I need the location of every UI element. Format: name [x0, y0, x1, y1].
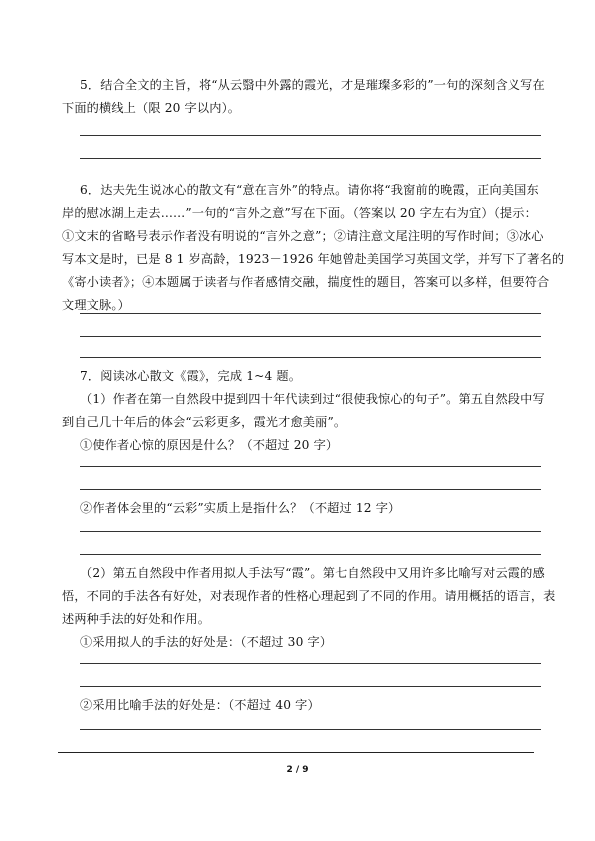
q6-line-6: 文理文脉。）: [62, 298, 130, 312]
q6-answer-line-3: [80, 357, 541, 358]
q7-part1-sub2-answer-line-1: [80, 531, 541, 532]
q7-part1-sub1-answer-line-2: [80, 489, 541, 490]
q7-part1-sub2: ②作者体会里的“云彩”实质上是指什么？（不超过 12 字）: [80, 501, 401, 515]
q6-answer-line-1: [80, 313, 541, 314]
q7-part1-sub1-answer-line-1: [80, 466, 541, 467]
q6-line-4: 写本文是时，已是 8 1 岁高龄，1923－1926 年她曾赴美国学习英国文学，并写下了著名的: [62, 252, 565, 266]
q7-part1-sub2-answer-line-2: [80, 554, 541, 555]
q6-line-1: 6．达夫先生说冰心的散文有“意在言外”的特点。请你将“我窗前的晚霞，正向美国东: [80, 183, 539, 197]
page-number: 2 / 9: [286, 765, 309, 775]
q6-line-5: 《寄小读者》；④本题属于读者与作者感情交融，揣度性的题目，答案可以多样，但要符合: [62, 275, 550, 289]
q7-part1-line-1: （1）作者在第一自然段中提到四十年代读到过“很使我惊心的句子”。第五自然段中写: [80, 392, 545, 406]
q6-line-3: ①文末的省略号表示作者没有明说的“言外之意”；②请注意文尾注明的写作时间；③冰心: [62, 229, 544, 243]
q5-line-2: 下面的横线上（限 20 字以内）。: [62, 101, 241, 115]
q5-answer-line-1: [80, 135, 541, 136]
q7-part1-sub1: ①使作者心惊的原因是什么？（不超过 20 字）: [80, 438, 339, 452]
q7-part2-sub2: ②采用比喻手法的好处是：（不超过 40 字）: [80, 698, 320, 712]
q7-part2-sub1-answer-line-2: [80, 686, 541, 687]
q7-part2-sub1: ①采用拟人的手法的好处是：（不超过 30 字）: [80, 635, 333, 649]
q7-part2-sub1-answer-line-1: [80, 663, 541, 664]
q7-part2-sub2-answer-line-1: [80, 729, 541, 730]
q5-line-1: 5．结合全文的主旨，将“从云翳中外露的霞光，才是璀璨多彩的”一句的深刻含义写在: [80, 78, 545, 92]
q7-part2-line-3: 述两种手法的好处和作用。: [62, 612, 211, 626]
q6-line-2: 岸的慰冰湖上走去……”一句的“言外之意”写在下面。（答案以 20 字左右为宜）（提示：: [62, 206, 537, 220]
q7-part2-line-1: （2）第五自然段中作者用拟人手法写“霞”。第七自然段中又用许多比喻写对云霞的感: [80, 566, 545, 580]
footer-divider: [58, 752, 534, 753]
q7-intro: 7．阅读冰心散文《霞》，完成 1~4 题。: [80, 369, 302, 383]
q7-part1-line-2: 到自己几十年后的体会“云彩更多，霞光才愈美丽”。: [62, 415, 347, 429]
q7-part2-line-2: 悟，不同的手法各有好处，对表现作者的性格心理起到了不同的作用。请用概括的语言，表: [62, 589, 556, 603]
q6-answer-line-2: [80, 336, 541, 337]
q5-answer-line-2: [80, 158, 541, 159]
